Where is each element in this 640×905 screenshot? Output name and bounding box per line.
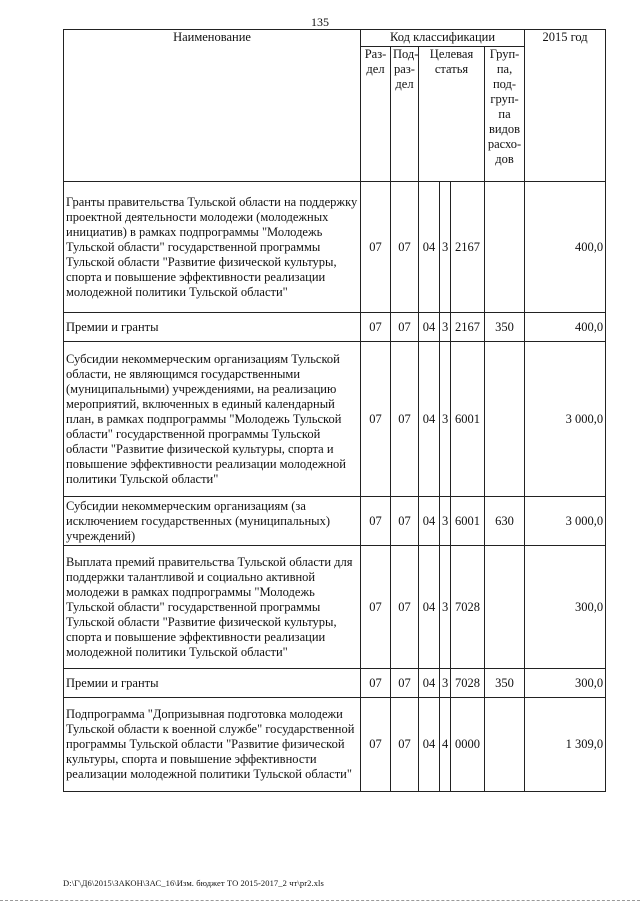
row-target-part2: 3 — [440, 342, 451, 497]
row-section: 07 — [361, 313, 391, 342]
col-header-subsection: Под- раз- дел — [391, 47, 419, 182]
row-name: Премии и гранты — [64, 669, 361, 698]
table-row — [64, 342, 606, 497]
row-target-part1: 04 — [419, 342, 440, 497]
row-subsection: 07 — [391, 313, 419, 342]
row-target-part3: 0000 — [451, 698, 485, 792]
row-subsection: 07 — [391, 546, 419, 669]
table-row — [64, 313, 606, 342]
row-target-part2: 3 — [440, 182, 451, 313]
row-target-part2: 3 — [440, 313, 451, 342]
row-target-part1: 04 — [419, 313, 440, 342]
file-path-footer: D:\Г\Д6\2015\ЗАКОН\ЗАС_16\Изм. бюджет ТО 2015-2017_2 чт\pr2.xls — [63, 878, 324, 888]
row-name: Подпрограмма "Допризывная подготовка молодежи Тульской области к военной службе" государственной программы Тульской области "Развитие физической культуры, спорта и повышение эффективности реализации молодежной политики Тульской области" — [64, 698, 361, 792]
col-header-name: Наименование — [64, 30, 361, 182]
col-header-section: Раз- дел — [361, 47, 391, 182]
row-amount: 1 309,0 — [525, 698, 606, 792]
row-section: 07 — [361, 546, 391, 669]
header-row-1 — [64, 30, 606, 47]
row-target-part3: 2167 — [451, 182, 485, 313]
col-header-group: Груп- па, под- груп- па видов расхо- дов — [485, 47, 525, 182]
table-row — [64, 546, 606, 669]
row-target-part2: 3 — [440, 497, 451, 546]
row-group: 350 — [485, 669, 525, 698]
row-target-part1: 04 — [419, 546, 440, 669]
row-target-part3: 6001 — [451, 342, 485, 497]
col-header-year: 2015 год — [525, 30, 606, 182]
row-target-part3: 6001 — [451, 497, 485, 546]
row-amount: 300,0 — [525, 546, 606, 669]
table-row — [64, 497, 606, 546]
row-target-part3: 7028 — [451, 669, 485, 698]
row-group: 630 — [485, 497, 525, 546]
page-number: 135 — [311, 15, 329, 29]
row-amount: 400,0 — [525, 313, 606, 342]
row-target-part2: 3 — [440, 669, 451, 698]
budget-table — [63, 29, 606, 792]
row-subsection: 07 — [391, 698, 419, 792]
row-subsection: 07 — [391, 669, 419, 698]
row-target-part3: 2167 — [451, 313, 485, 342]
table-row — [64, 182, 606, 313]
row-subsection: 07 — [391, 342, 419, 497]
row-group — [485, 182, 525, 313]
row-amount: 3 000,0 — [525, 342, 606, 497]
col-header-classification: Код классификации — [361, 30, 525, 47]
row-group: 350 — [485, 313, 525, 342]
row-name: Выплата премий правительства Тульской области для поддержки талантливой и социально активной молодежи в рамках подпрограммы "Молодежь Тульской области" государственной программы Тульской области "Развитие физической культуры, спорта и повышение эффективности реализации молодежной политики Тульской области" — [64, 546, 361, 669]
row-group — [485, 698, 525, 792]
row-target-part1: 04 — [419, 182, 440, 313]
row-name: Субсидии некоммерческим организациям (за исключением государственных (муниципальных) учреждений) — [64, 497, 361, 546]
row-group — [485, 342, 525, 497]
col-header-target-item: Целевая статья — [419, 47, 485, 182]
row-section: 07 — [361, 698, 391, 792]
row-section: 07 — [361, 182, 391, 313]
table-row — [64, 669, 606, 698]
row-name: Премии и гранты — [64, 313, 361, 342]
row-target-part1: 04 — [419, 698, 440, 792]
row-subsection: 07 — [391, 182, 419, 313]
row-target-part3: 7028 — [451, 546, 485, 669]
row-section: 07 — [361, 497, 391, 546]
row-amount: 400,0 — [525, 182, 606, 313]
row-section: 07 — [361, 342, 391, 497]
row-amount: 3 000,0 — [525, 497, 606, 546]
row-group — [485, 546, 525, 669]
row-target-part1: 04 — [419, 669, 440, 698]
row-amount: 300,0 — [525, 669, 606, 698]
row-name: Субсидии некоммерческим организациям Тульской области, не являющимся государственными (муниципальными) учреждениями, на реализацию мероприятий, включенных в единый календарный план, в рамках подпрограммы "Молодежь Тульской области" государственной программы Тульской области "Развитие физической культуры, спорта и повышение эффективности реализации молодежной политики Тульской области" — [64, 342, 361, 497]
row-subsection: 07 — [391, 497, 419, 546]
row-name: Гранты правительства Тульской области на поддержку проектной деятельности молодежи (молодежных инициатив) в рамках подпрограммы "Молодежь Тульской области" государственной программы Тульской области "Развитие физической культуры, спорта и повышение эффективности реализации молодежной политики Тульской области" — [64, 182, 361, 313]
row-section: 07 — [361, 669, 391, 698]
row-target-part1: 04 — [419, 497, 440, 546]
table-row — [64, 698, 606, 792]
footer-divider — [0, 900, 640, 901]
row-target-part2: 3 — [440, 546, 451, 669]
row-target-part2: 4 — [440, 698, 451, 792]
